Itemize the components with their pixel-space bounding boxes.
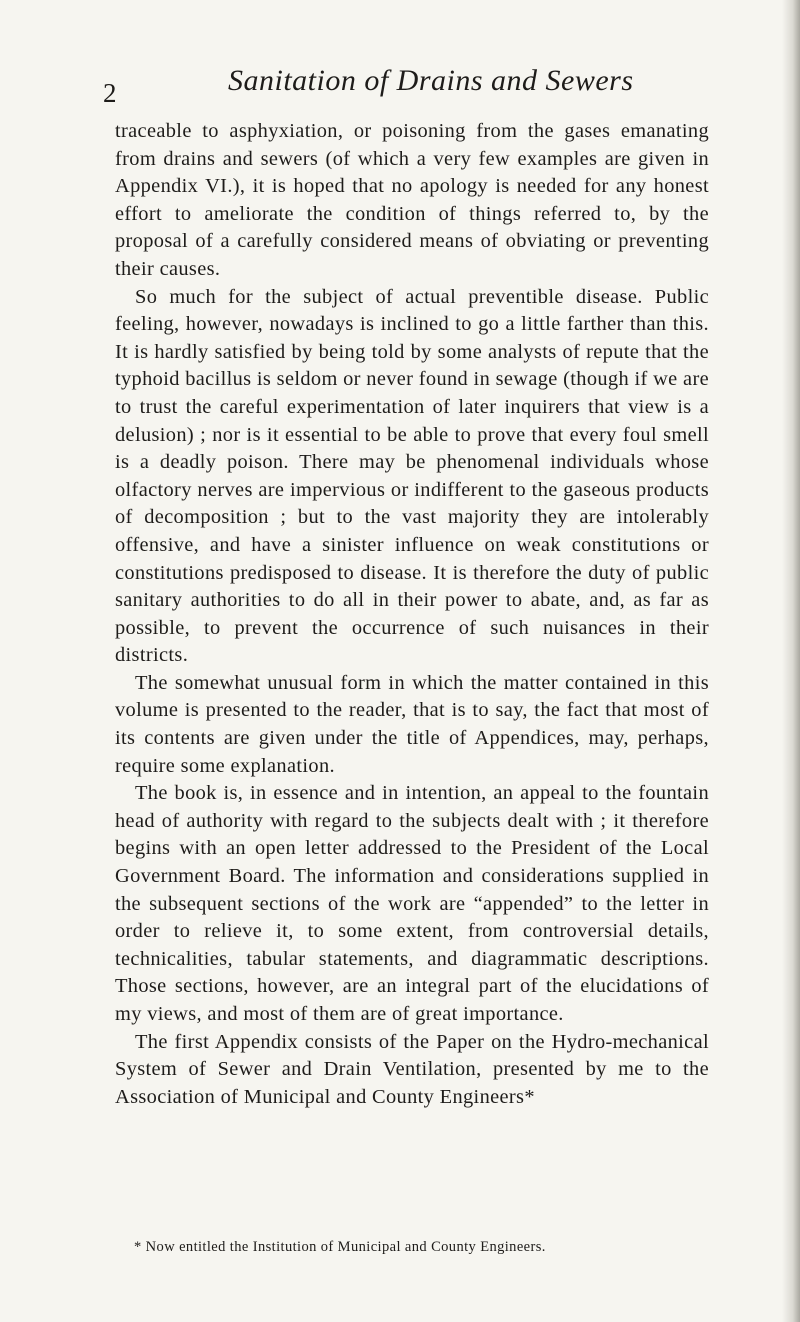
body-text <box>115 118 709 1111</box>
paragraph: The book is, in essence and in intention, an appeal to the fountain head of authority with regard to the subjects dealt with ; it therefore begins with an open letter addressed to the President of the Local Government Board. The information and considerations supplied in the subsequent sections of the work are “appended” to the letter in order to relieve it, to some extent, from controversial details, technicalities, tabular statements, and diagrammatic descriptions. Those sections, however, are an integral part of the elucidations of my views, and most of them are of great importance. <box>115 782 709 1025</box>
page-number: 2 <box>103 78 117 108</box>
running-head: Sanitation of Drains and Sewers <box>228 64 634 97</box>
page-edge-shadow <box>782 0 800 1322</box>
footnote: * Now entitled the Institution of Municipal and County Engineers. <box>134 1239 546 1255</box>
paragraph: The somewhat unusual form in which the matter contained in this volume is presented to the reader, that is to say, the fact that most of its contents are given under the title of Appendices, may, perhaps, require some explanation. <box>115 671 709 777</box>
paragraph: traceable to asphyxiation, or poisoning from the gases emanating from drains and sewers (of which a very few examples are given in Appendix VI.), it is hoped that no apology is needed for any honest effort to ameliorate the condition of things referred to, by the proposal of a carefully considered means of obviating or preventing their causes. <box>115 120 709 280</box>
paragraph: The first Appendix consists of the Paper on the Hydro-mechanical System of Sewer and Drain Ventilation, presented by me to the Association of Municipal and County Engineers* <box>115 1030 709 1108</box>
paragraph: So much for the subject of actual preventible disease. Public feeling, however, nowadays is inclined to go a little farther than this. It is hardly satisfied by being told by some analysts of repute that the typhoid bacillus is seldom or never found in sewage (though if we are to trust the careful experimentation of later inquirers that view is a delusion) ; nor is it essential to be able to prove that every foul smell is a deadly poison. There may be phenomenal individuals whose olfactory nerves are impervious or indifferent to the gaseous products of decomposition ; but to the vast majority they are intolerably offensive, and have a sinister influence on weak constitutions or constitutions predisposed to disease. It is therefore the duty of public sanitary authorities to do all in their power to abate, and, as far as possible, to prevent the occurrence of such nuisances in their districts. <box>115 285 709 667</box>
